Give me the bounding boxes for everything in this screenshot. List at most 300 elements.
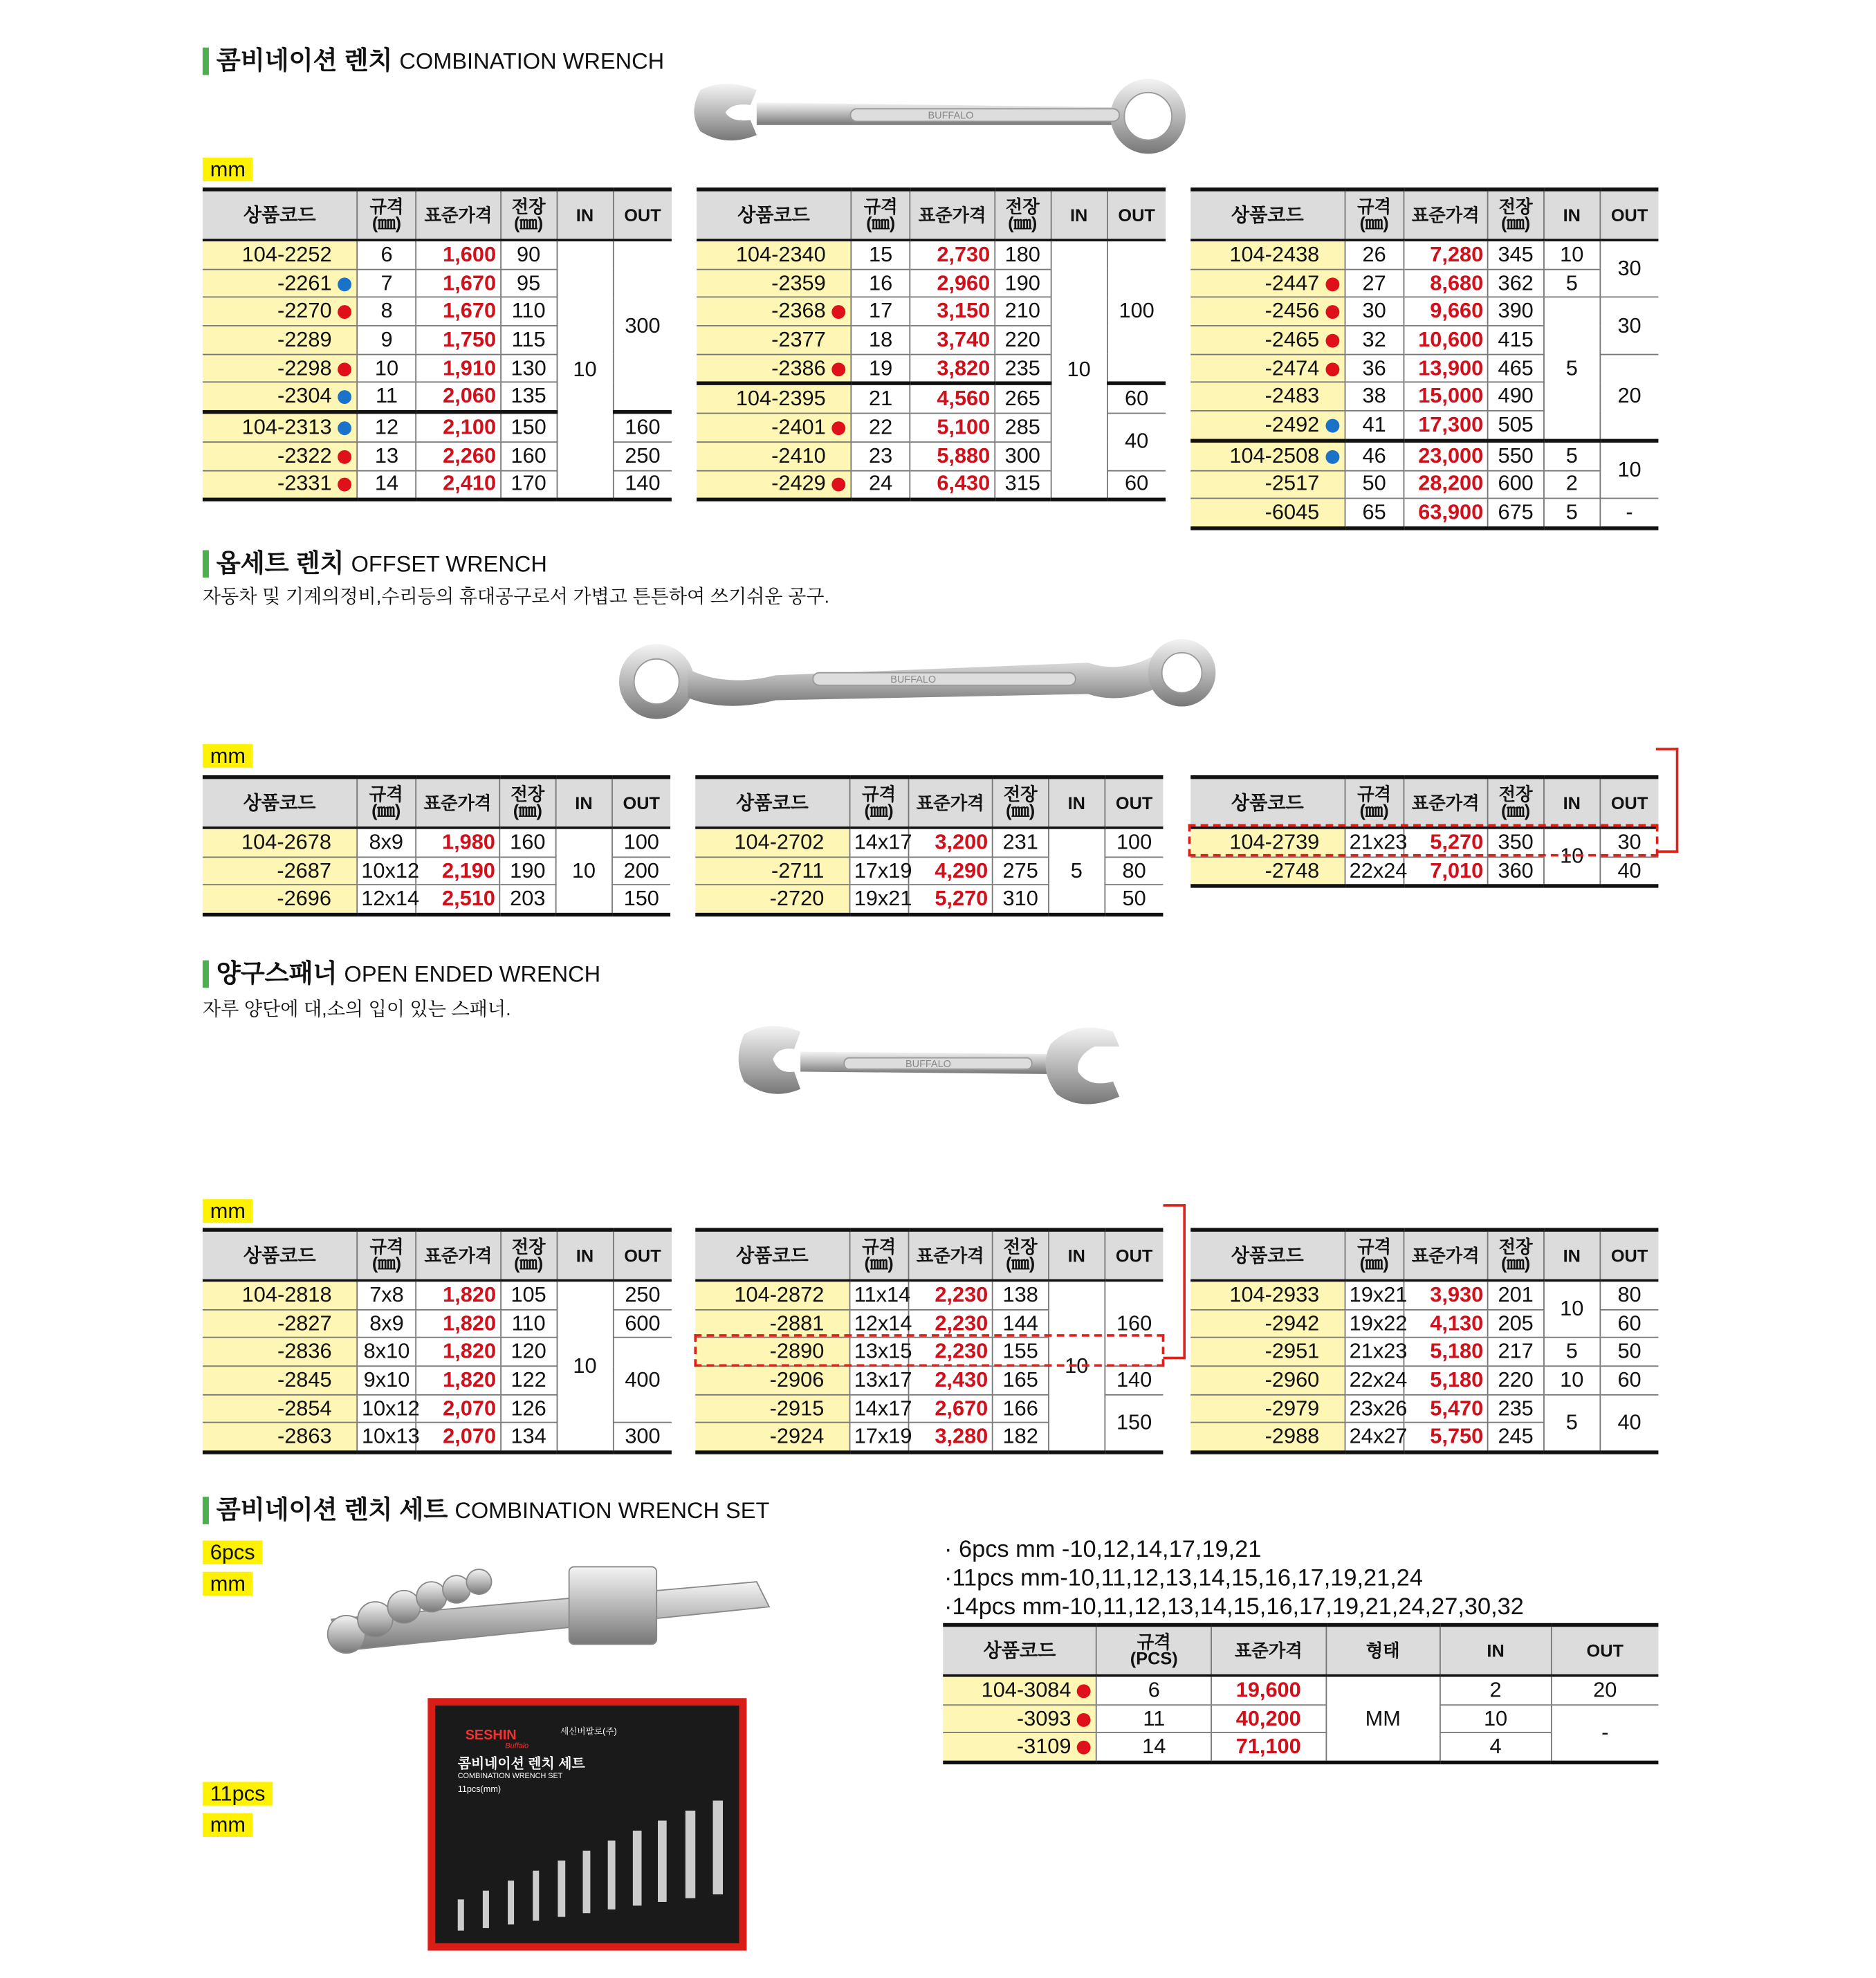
price-cell: 1,910	[416, 354, 500, 382]
product-code: -2517	[1265, 472, 1320, 496]
header-code: 상품코드	[1190, 190, 1345, 240]
title-en: COMBINATION WRENCH	[399, 48, 665, 74]
open-ended-table-1	[203, 1228, 672, 1454]
len-cell: 231	[993, 828, 1049, 857]
product-code-cell	[203, 1338, 358, 1366]
price-cell: 5,270	[908, 885, 993, 915]
len-cell: 155	[993, 1338, 1049, 1366]
spec-cell: 14x17	[849, 1394, 908, 1423]
product-code-cell	[1190, 382, 1345, 411]
price-cell: 17,300	[1404, 411, 1488, 441]
combination-table-3	[1190, 187, 1658, 530]
len-cell: 235	[995, 354, 1051, 384]
spec-cell: 26	[1345, 240, 1404, 269]
product-code-cell	[1190, 326, 1345, 354]
price-cell: 1,600	[416, 240, 500, 269]
product-code: 104-2395	[735, 387, 826, 411]
price-cell: 1,750	[416, 326, 500, 354]
red-dot-icon	[338, 306, 352, 320]
in-cell: 4	[1440, 1733, 1551, 1763]
header-out: OUT	[612, 777, 671, 828]
title-en: OPEN ENDED WRENCH	[344, 961, 601, 987]
product-code-cell	[697, 326, 852, 354]
highlight-bracket	[1163, 1204, 1186, 1359]
product-code: -2474	[1265, 355, 1320, 380]
product-code-cell	[695, 1394, 849, 1423]
open-ended-description: 자루 양단에 대,소의 입이 있는 스패너.	[202, 999, 511, 1021]
len-cell: 415	[1488, 326, 1544, 354]
spec-cell: 10	[358, 354, 416, 382]
combination-table-1	[203, 187, 672, 501]
table-row	[1190, 297, 1658, 326]
product-code: -2960	[1265, 1367, 1320, 1392]
price-cell: 5,180	[1404, 1338, 1488, 1366]
red-dot-icon	[1325, 306, 1339, 320]
product-code: 104-2252	[241, 242, 332, 266]
header-price: 표준가격	[1404, 190, 1488, 240]
price-cell: 10,600	[1404, 326, 1488, 354]
price-cell: 13,900	[1404, 354, 1488, 382]
price-cell: 1,980	[416, 828, 500, 857]
product-code: -2298	[277, 355, 332, 380]
spec-cell: 12x14	[357, 885, 416, 915]
spec-cell: 11x14	[849, 1280, 908, 1309]
blue-dot-icon	[1325, 419, 1339, 433]
product-code: -2483	[1265, 384, 1320, 408]
product-code: 104-2933	[1229, 1282, 1320, 1307]
len-cell: 505	[1488, 411, 1544, 441]
out-cell: 250	[613, 442, 672, 470]
spec-cell: 50	[1345, 470, 1404, 499]
spec-cell: 7x8	[358, 1280, 416, 1309]
blue-dot-icon	[338, 277, 352, 291]
header-spec: 규격 (PCS)	[1097, 1625, 1211, 1675]
product-code-cell	[943, 1705, 1096, 1733]
header-len: 전장 (㎜)	[1488, 190, 1544, 240]
header-out: OUT	[1600, 1230, 1659, 1280]
product-code-cell	[697, 354, 852, 384]
header-price: 표준가격	[1211, 1625, 1325, 1675]
len-cell: 144	[993, 1309, 1049, 1338]
title-en: COMBINATION WRENCH SET	[454, 1497, 770, 1524]
len-cell: 600	[1488, 470, 1544, 499]
price-cell: 5,750	[1404, 1423, 1488, 1452]
out-cell: 160	[1105, 1280, 1164, 1366]
len-cell: 217	[1488, 1338, 1544, 1366]
product-code-cell	[203, 412, 358, 442]
table-row	[943, 1676, 1658, 1705]
product-code-cell	[1190, 1394, 1345, 1423]
out-cell: 60	[1107, 384, 1166, 414]
spec-cell: 19x21	[849, 885, 908, 915]
blue-dot-icon	[338, 391, 352, 405]
table-row	[1190, 499, 1658, 528]
header-spec: 규격 (㎜)	[357, 777, 416, 828]
bullet-11pcs: ·11pcs mm-10,11,12,13,14,15,16,17,19,21,24	[944, 1565, 1424, 1592]
product-code-cell	[203, 470, 358, 500]
product-code: -2863	[277, 1424, 332, 1449]
highlight-box	[1188, 824, 1659, 856]
out-cell: 30	[1600, 240, 1659, 297]
len-cell: 110	[500, 297, 556, 326]
spec-cell: 6	[358, 240, 416, 269]
len-cell: 160	[500, 442, 556, 470]
price-cell: 3,820	[910, 354, 995, 384]
product-code-cell	[695, 1423, 849, 1452]
product-code: -2322	[277, 443, 332, 468]
product-code-cell	[203, 382, 358, 412]
product-code: 104-2702	[734, 830, 825, 854]
len-cell: 115	[500, 326, 556, 354]
header-code: 상품코드	[697, 190, 852, 240]
set-size-list	[944, 1535, 1524, 1622]
table-row	[1190, 269, 1658, 297]
tool-brand-text: BUFFALO	[928, 110, 974, 122]
highlight-bracket	[1656, 748, 1679, 853]
product-code: -2429	[771, 472, 826, 496]
len-cell: 120	[500, 1338, 556, 1366]
len-cell: 210	[995, 297, 1051, 326]
product-code-cell	[697, 442, 852, 470]
red-dot-icon	[1078, 1712, 1092, 1726]
header-len: 전장 (㎜)	[993, 777, 1049, 828]
product-code: -2386	[771, 355, 826, 380]
product-code: -2377	[771, 327, 826, 351]
price-cell: 5,100	[910, 414, 995, 442]
len-cell: 160	[499, 828, 555, 857]
len-cell: 265	[995, 384, 1051, 414]
product-code: -2465	[1265, 327, 1320, 351]
header-len: 전장 (㎜)	[1488, 1230, 1544, 1280]
product-code: -2456	[1265, 299, 1320, 323]
section-title-offset	[203, 551, 547, 578]
len-cell: 201	[1488, 1280, 1544, 1309]
out-cell: 250	[613, 1280, 672, 1309]
out-cell: 200	[612, 857, 671, 885]
spec-cell: 8x10	[358, 1338, 416, 1366]
price-cell: 28,200	[1404, 470, 1488, 499]
price-cell: 3,150	[910, 297, 995, 326]
price-cell: 2,070	[416, 1394, 500, 1423]
price-cell: 2,410	[416, 470, 500, 500]
price-cell: 2,100	[416, 412, 500, 442]
product-code-cell	[697, 269, 852, 297]
product-code-cell	[697, 240, 852, 269]
pouch-title-ko: 콤비네이션 렌치 세트	[457, 1757, 585, 1772]
product-code-cell	[203, 885, 357, 915]
price-cell: 4,560	[910, 384, 995, 414]
out-cell: 150	[612, 885, 671, 915]
header-spec: 규격 (㎜)	[1345, 777, 1404, 828]
spec-cell: 19	[852, 354, 910, 384]
product-code-cell	[697, 470, 852, 500]
header-price: 표준가격	[1404, 1230, 1488, 1280]
pouch-wrenches	[445, 1755, 733, 1943]
product-code: -2836	[277, 1339, 332, 1364]
len-cell: 275	[993, 857, 1049, 885]
in-cell: 5	[1544, 1394, 1600, 1452]
spec-cell: 14	[358, 470, 416, 500]
product-code: -2410	[771, 443, 826, 468]
pouch-brand: SESHIN	[465, 1728, 517, 1744]
out-cell: 140	[1105, 1366, 1164, 1394]
price-cell: 2,730	[910, 240, 995, 269]
out-cell: 40	[1600, 857, 1659, 887]
product-code-cell	[203, 297, 358, 326]
out-cell: 50	[1600, 1338, 1659, 1366]
product-code: -2827	[277, 1311, 332, 1335]
pouch-subtitle: 11pcs(mm)	[457, 1785, 502, 1795]
product-code: -2711	[771, 858, 825, 882]
pouch-brand-sub: Buffalo	[505, 1743, 529, 1751]
spec-cell: 14	[1097, 1733, 1211, 1763]
price-cell: 2,070	[416, 1423, 500, 1452]
product-code: 104-2508	[1229, 443, 1320, 468]
product-code: -2988	[1265, 1424, 1320, 1449]
offset-table-1	[203, 775, 670, 916]
open-ended-wrench-image	[738, 1019, 1132, 1113]
spec-cell: 41	[1345, 411, 1404, 441]
spec-cell: 65	[1345, 499, 1404, 528]
product-code: -2696	[277, 887, 331, 911]
out-cell: 30	[1600, 828, 1659, 857]
price-cell: 2,670	[908, 1394, 993, 1423]
red-dot-icon	[1325, 362, 1339, 376]
price-cell: 2,230	[908, 1280, 993, 1309]
len-cell: 362	[1488, 269, 1544, 297]
product-code: 104-2818	[241, 1282, 332, 1307]
product-code: -2401	[771, 415, 826, 439]
len-cell: 180	[995, 240, 1051, 269]
combination-table-2	[697, 187, 1166, 501]
price-cell: 2,190	[416, 857, 500, 885]
header-in: IN	[555, 777, 611, 828]
header-out: OUT	[1105, 777, 1164, 828]
out-cell: 140	[613, 470, 672, 500]
product-code: -2270	[277, 299, 332, 323]
out-cell: 160	[613, 412, 672, 442]
product-code: -3093	[1016, 1706, 1072, 1730]
spec-cell: 10x13	[358, 1423, 416, 1452]
product-code-cell	[943, 1676, 1096, 1705]
header-code: 상품코드	[943, 1625, 1096, 1675]
price-cell: 5,180	[1404, 1366, 1488, 1394]
header-price: 표준가격	[416, 190, 500, 240]
spec-cell: 24	[852, 470, 910, 500]
product-code-cell	[1190, 499, 1345, 528]
offset-description: 자동차 및 기계의정비,수리등의 휴대공구로서 가볍고 튼튼하여 쓰기쉬운 공구.	[202, 586, 830, 608]
spec-cell: 9x10	[358, 1366, 416, 1394]
len-cell: 190	[499, 857, 555, 885]
in-cell: 5	[1544, 297, 1600, 441]
spec-cell: 22x24	[1345, 857, 1404, 887]
price-cell: 2,430	[908, 1366, 993, 1394]
product-code: -2447	[1265, 270, 1320, 295]
price-cell: 2,960	[910, 269, 995, 297]
price-cell: 5,270	[1404, 828, 1488, 857]
red-dot-icon	[1078, 1684, 1092, 1698]
open-ended-table-3	[1190, 1228, 1658, 1454]
spec-cell: 15	[852, 240, 910, 269]
wrench-set-6pcs-image	[319, 1557, 782, 1663]
product-code: -2881	[769, 1311, 825, 1335]
table-row	[1190, 1280, 1658, 1309]
red-dot-icon	[832, 478, 846, 492]
header-spec: 규격 (㎜)	[1345, 190, 1404, 240]
header-out: OUT	[1600, 190, 1659, 240]
header-form: 형태	[1325, 1625, 1440, 1675]
header-out: OUT	[1107, 190, 1166, 240]
bullet-14pcs: ·14pcs mm-10,11,12,13,14,15,16,17,19,21,24,27,30,32	[944, 1594, 1524, 1621]
price-cell: 1,820	[416, 1280, 500, 1309]
header-price: 표준가격	[908, 1230, 993, 1280]
len-cell: 166	[993, 1394, 1049, 1423]
product-code: -2845	[277, 1367, 332, 1392]
product-code-cell	[203, 1423, 358, 1452]
title-ko: 콤비네이션 렌치 세트	[216, 1497, 448, 1524]
in-cell: 10	[1544, 1366, 1600, 1394]
red-dot-icon	[338, 450, 352, 463]
spec-cell: 10x12	[357, 857, 416, 885]
len-cell: 170	[500, 470, 556, 500]
unit-6pcs: mm	[203, 1572, 253, 1596]
product-code: -2890	[769, 1339, 825, 1364]
pouch-title-en: COMBINATION WRENCH SET	[457, 1773, 563, 1781]
price-cell: 3,200	[908, 828, 993, 857]
out-cell: 150	[1105, 1394, 1164, 1452]
spec-cell: 11	[358, 382, 416, 412]
spec-cell: 8x9	[357, 828, 416, 857]
in-cell: 10	[557, 240, 613, 499]
out-cell: 80	[1600, 1280, 1659, 1309]
out-cell: 20	[1600, 354, 1659, 441]
table-row	[1190, 1338, 1658, 1366]
spec-cell: 13x17	[849, 1366, 908, 1394]
in-cell: 10	[1049, 1280, 1105, 1452]
red-dot-icon	[1325, 334, 1339, 348]
out-cell: 100	[612, 828, 671, 857]
product-code: -2331	[277, 472, 332, 496]
header-out: OUT	[1105, 1230, 1164, 1280]
len-cell: 95	[500, 269, 556, 297]
product-code-cell	[1190, 1423, 1345, 1452]
product-code: 104-2872	[734, 1282, 825, 1307]
product-code-cell	[203, 828, 357, 857]
spec-cell: 12x14	[849, 1309, 908, 1338]
len-cell: 138	[993, 1280, 1049, 1309]
header-price: 표준가격	[416, 1230, 500, 1280]
len-cell: 203	[499, 885, 555, 915]
pouch-company: 세신버팔로(주)	[560, 1728, 617, 1737]
product-code: -6045	[1265, 500, 1320, 524]
blue-dot-icon	[338, 421, 352, 435]
out-cell: 100	[1107, 240, 1166, 384]
product-code-cell	[695, 885, 849, 915]
header-price: 표준가격	[910, 190, 995, 240]
out-cell: 100	[1105, 828, 1164, 857]
product-code-cell	[1190, 470, 1345, 499]
spec-cell: 7	[358, 269, 416, 297]
in-cell: 10	[1544, 240, 1600, 269]
in-cell: 10	[555, 828, 611, 915]
in-cell: 5	[1544, 499, 1600, 528]
product-code: -3109	[1016, 1735, 1072, 1759]
table-row	[695, 828, 1163, 857]
red-dot-icon	[832, 362, 846, 376]
spec-cell: 17x19	[849, 857, 908, 885]
table-row	[203, 1280, 672, 1309]
len-cell: 285	[995, 414, 1051, 442]
header-spec: 규격 (㎜)	[358, 1230, 416, 1280]
header-in: IN	[557, 190, 613, 240]
price-cell: 3,740	[910, 326, 995, 354]
product-code: -2261	[277, 270, 332, 295]
product-code: -2942	[1265, 1311, 1320, 1335]
spec-cell: 10x12	[358, 1394, 416, 1423]
spec-cell: 14x17	[849, 828, 908, 857]
price-cell: 5,470	[1404, 1394, 1488, 1423]
product-code-cell	[697, 414, 852, 442]
header-code: 상품코드	[203, 190, 358, 240]
header-len: 전장 (㎜)	[993, 1230, 1049, 1280]
section-title-combination	[203, 48, 664, 75]
product-code: -2368	[771, 299, 826, 323]
out-cell: 30	[1600, 297, 1659, 354]
price-cell: 3,280	[908, 1423, 993, 1452]
len-cell: 220	[1488, 1366, 1544, 1394]
in-cell: 10	[557, 1280, 613, 1452]
header-in: IN	[1049, 1230, 1105, 1280]
blue-dot-icon	[1325, 450, 1339, 463]
product-code: -2687	[277, 858, 331, 882]
len-cell: 182	[993, 1423, 1049, 1452]
table-row	[203, 240, 672, 269]
product-code-cell	[1190, 269, 1345, 297]
table-row	[1190, 1394, 1658, 1423]
product-code: -2951	[1265, 1339, 1320, 1364]
in-cell: 5	[1544, 1338, 1600, 1366]
product-code-cell	[203, 326, 358, 354]
header-in: IN	[1051, 190, 1107, 240]
spec-cell: 12	[358, 412, 416, 442]
offset-table-2	[695, 775, 1163, 916]
len-cell: 245	[1488, 1423, 1544, 1452]
spec-cell: 19x21	[1345, 1280, 1404, 1309]
product-code-cell	[203, 857, 357, 885]
len-cell: 122	[500, 1366, 556, 1394]
out-cell: 50	[1105, 885, 1164, 915]
product-code: -2979	[1265, 1396, 1320, 1421]
product-code: -2359	[771, 270, 826, 295]
in-cell: 5	[1544, 441, 1600, 470]
header-in: IN	[1544, 777, 1600, 828]
spec-cell: 9	[358, 326, 416, 354]
spec-cell: 23x26	[1345, 1394, 1404, 1423]
len-cell: 220	[995, 326, 1051, 354]
price-cell: 1,820	[416, 1338, 500, 1366]
product-code-cell	[1190, 441, 1345, 470]
price-cell: 2,510	[416, 885, 500, 915]
section-title-set	[203, 1497, 769, 1524]
header-len: 전장 (㎜)	[499, 777, 555, 828]
out-cell: 400	[613, 1338, 672, 1423]
price-cell: 1,670	[416, 297, 500, 326]
price-cell: 5,880	[910, 442, 995, 470]
product-code: -2915	[769, 1396, 825, 1421]
header-code: 상품코드	[1190, 1230, 1345, 1280]
spec-cell: 17	[852, 297, 910, 326]
price-cell: 7,280	[1404, 240, 1488, 269]
